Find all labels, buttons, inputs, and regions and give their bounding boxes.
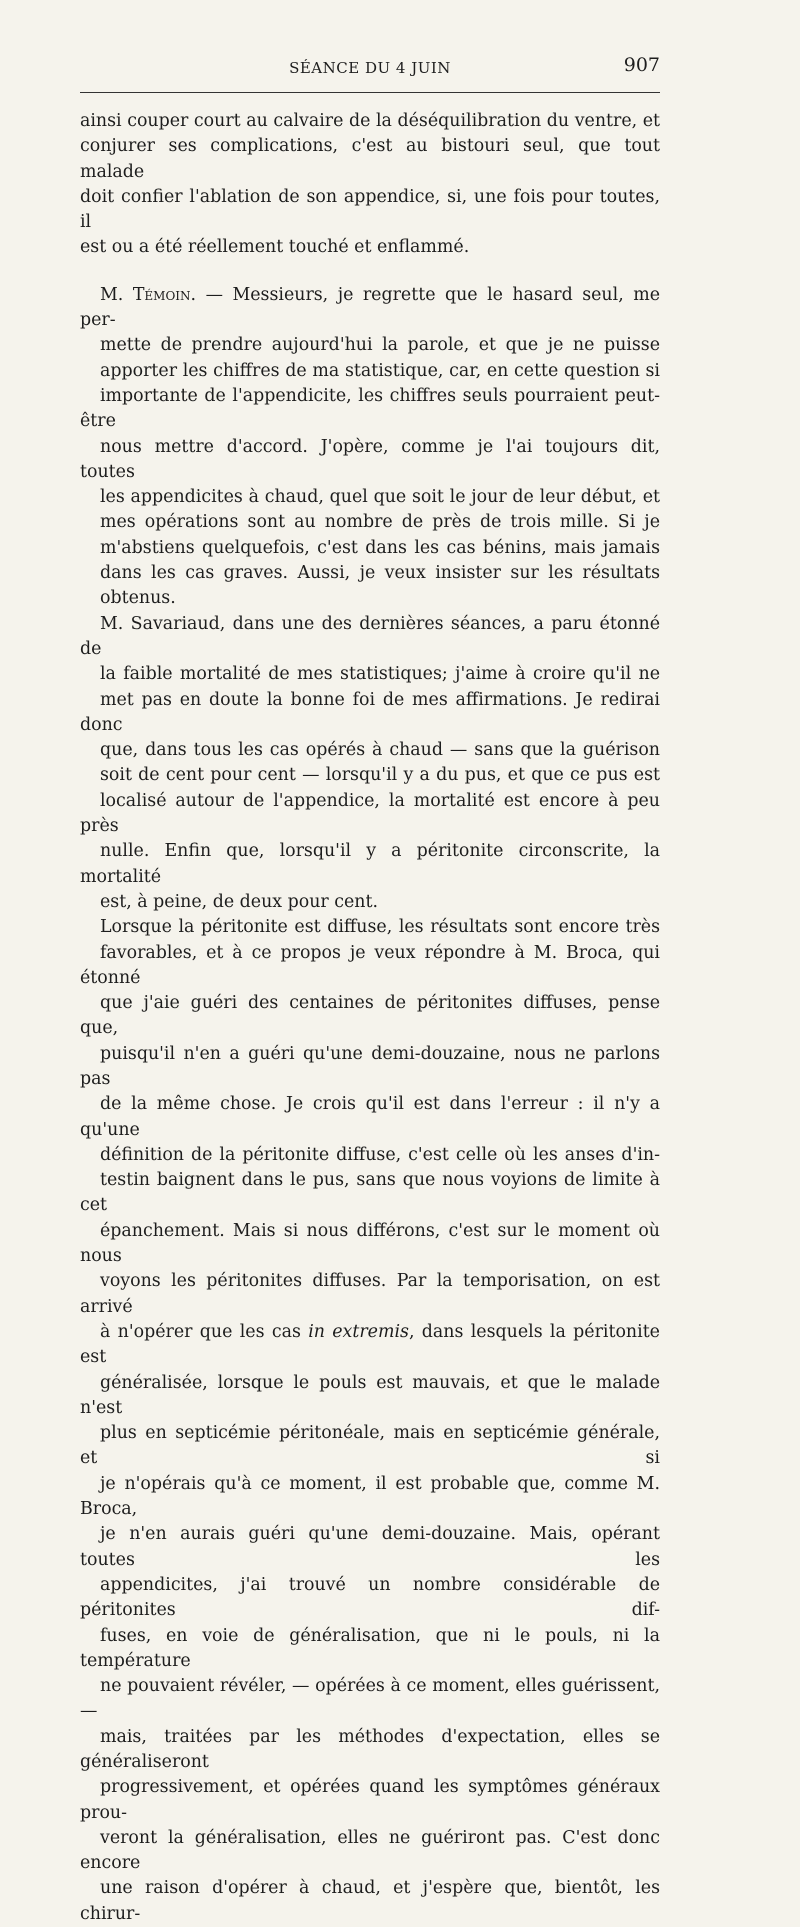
text-line: à n'opérer que les cas in extremis, dans lesquels la péritonite est xyxy=(80,1321,660,1368)
paragraph-1 xyxy=(80,109,660,261)
text-line: que, dans tous les cas opérés à chaud — sans que la guérison xyxy=(100,740,660,761)
text-line: localisé autour de l'appendice, la mortalité est encore à peu près xyxy=(80,790,660,837)
text-line: testin baignent dans le pus, sans que nous voyions de limite à cet xyxy=(80,1170,660,1216)
text-line: mais, traitées par les méthodes d'expectation, elles se généraliseront xyxy=(80,1726,660,1772)
text-line: obtenus. xyxy=(100,588,176,609)
page-number: 907 xyxy=(623,54,660,76)
text-line: la faible mortalité de mes statistiques; j'aime à croire qu'il ne xyxy=(100,664,660,685)
running-title: SÉANCE DU 4 JUIN xyxy=(289,59,451,77)
text-line: épanchement. Mais si nous différons, c'est sur le moment où nous xyxy=(80,1220,660,1267)
text-line: veront la généralisation, elles ne guériront pas. C'est donc encore xyxy=(80,1827,660,1874)
text-line: mes opérations sont au nombre de près de trois mille. Si je xyxy=(100,512,660,533)
paragraph-3 xyxy=(80,612,660,916)
text-line: conjurer ses complications, c'est au bistouri seul, que tout malade xyxy=(80,136,660,182)
text-line: M. Savariaud, dans une des dernières séances, a paru étonné de xyxy=(80,613,660,659)
text-line: une raison d'opérer à chaud, et j'espère que, bientôt, les chirur- xyxy=(80,1878,660,1924)
text-line: ne pouvaient révéler, — opérées à ce moment, elles guérissent, — xyxy=(80,1676,660,1722)
text-line: favorables, et à ce propos je veux répondre à M. Broca, qui étonné xyxy=(80,942,660,988)
text-line: est ou a été réellement touché et enflammé. xyxy=(80,237,470,258)
text-line: nulle. Enfin que, lorsqu'il y a péritonite circonscrite, la mortalité xyxy=(80,841,660,887)
text-line: mette de prendre aujourd'hui la parole, et que je ne puisse xyxy=(100,335,660,356)
text-line: Lorsque la péritonite est diffuse, les résultats sont encore très xyxy=(100,917,660,938)
text-line: fuses, en voie de généralisation, que ni le pouls, ni la température xyxy=(80,1625,660,1671)
running-header xyxy=(80,52,660,82)
text-line: définition de la péritonite diffuse, c'est celle où les anses d'in- xyxy=(100,1144,660,1165)
text-line: m'abstiens quelquefois, c'est dans les cas bénins, mais jamais xyxy=(100,537,660,558)
text-line: met pas en doute la bonne foi de mes affirmations. Je redirai donc xyxy=(80,689,660,735)
text-line: apporter les chiffres de ma statistique, car, en cette question si xyxy=(100,360,660,381)
text-line: progressivement, et opérées quand les symptômes généraux prou- xyxy=(80,1777,660,1823)
text-line: est, à peine, de deux pour cent. xyxy=(100,891,378,912)
header-rule xyxy=(80,92,660,93)
text-line: nous mettre d'accord. J'opère, comme je l'ai toujours dit, toutes xyxy=(80,436,660,482)
text-line xyxy=(80,283,660,334)
speaker-name: M. Témoin. xyxy=(100,284,197,305)
text-line: je n'opérais qu'à ce moment, il est probable que, comme M. Broca, xyxy=(80,1473,660,1520)
text-line: que j'aie guéri des centaines de péritonites diffuses, pense que, xyxy=(80,993,660,1039)
body-text xyxy=(80,109,660,1927)
text-line: généralisée, lorsque le pouls est mauvais, et que le malade n'est xyxy=(80,1372,660,1418)
text-line: — Messieurs, je regrette que le hasard seul, me per- xyxy=(80,284,660,331)
text-line: dans les cas graves. Aussi, je veux insister sur les résultats xyxy=(100,563,660,584)
text-line: doit confier l'ablation de son appendice, si, une fois pour toutes, il xyxy=(80,186,660,233)
text-line: voyons les péritonites diffuses. Par la temporisation, on est arrivé xyxy=(80,1271,660,1317)
text-line: appendicites, j'ai trouvé un nombre considérable de péritonites dif- xyxy=(80,1574,660,1621)
paragraph-4 xyxy=(80,915,660,1927)
text-line: de la même chose. Je crois qu'il est dans l'erreur : il n'y a qu'une xyxy=(80,1094,660,1140)
text-line: soit de cent pour cent — lorsqu'il y a du pus, et que ce pus est xyxy=(100,765,660,786)
text-line: plus en septicémie péritonéale, mais en septicémie générale, et si xyxy=(80,1423,660,1469)
text-line: ainsi couper court au calvaire de la déséquilibration du ventre, et xyxy=(80,111,660,131)
text-line: puisqu'il n'en a guéri qu'une demi-douzaine, nous ne parlons pas xyxy=(80,1043,660,1089)
paragraph-2 xyxy=(80,283,660,612)
document-page xyxy=(80,52,660,1927)
text-line: importante de l'appendicite, les chiffres seuls pourraient peut-être xyxy=(80,385,660,432)
text-line: les appendicites à chaud, quel que soit le jour de leur début, et xyxy=(100,487,660,508)
text-line: je n'en aurais guéri qu'une demi-douzaine. Mais, opérant toutes les xyxy=(80,1524,660,1570)
